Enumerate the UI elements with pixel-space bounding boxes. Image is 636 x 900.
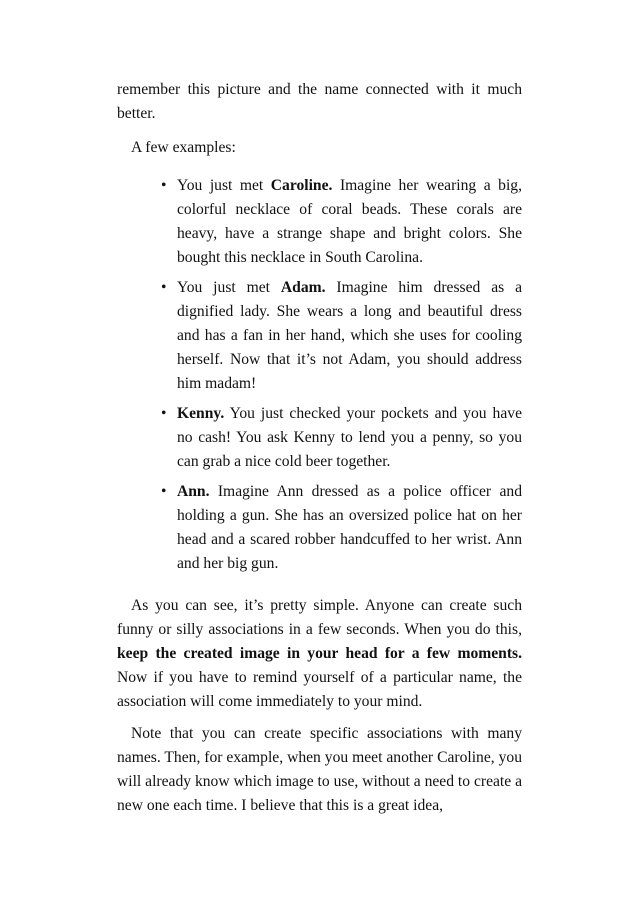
example-name: Kenny.: [177, 405, 225, 422]
example-description: You just checked your pockets and you have no cash! You ask Kenny to lend you a penny, so you can grab a nice cold beer together.: [177, 405, 522, 470]
examples-intro: A few examples:: [131, 139, 236, 156]
example-lead-text: You just met: [177, 279, 281, 296]
example-name: Ann.: [177, 483, 210, 500]
examples-list: [117, 174, 522, 576]
example-name: Caroline.: [270, 177, 333, 194]
example-item-kenny: [161, 402, 522, 474]
body-paragraph-simple: [117, 594, 522, 714]
example-description: Imagine her wearing a big, colorful necklace of coral beads. These corals are heavy, have a strange shape and bright colors. She bought this necklace in South Carolina.: [177, 177, 522, 266]
paragraph-text: Now if you have to remind yourself of a particular name, the association will come immediately to your mind.: [117, 669, 522, 710]
document-page: [117, 78, 522, 826]
bullet-icon: •: [161, 177, 167, 194]
example-lead-text: You just met: [177, 177, 271, 194]
paragraph-text: As you can see, it’s pretty simple. Anyone can create such funny or silly associations in a few seconds. When you do this,: [117, 597, 522, 638]
bullet-icon: •: [161, 279, 167, 296]
example-name: Adam.: [280, 279, 326, 296]
bullet-icon: •: [161, 483, 167, 500]
continuation-paragraph: remember this picture and the name connected with it much better.: [117, 81, 522, 122]
example-item-adam: [161, 276, 522, 396]
example-item-caroline: [161, 174, 522, 270]
example-description: Imagine him dressed as a dignified lady. She wears a long and beautiful dress and has a fan in her hand, which she uses for cooling herself. Now that it’s not Adam, you should address him madam!: [177, 279, 522, 392]
bullet-icon: •: [161, 405, 167, 422]
paragraph-emphasis: keep the created image in your head for a few moments.: [117, 645, 522, 662]
body-paragraph-associations: Note that you can create specific associations with many names. Then, for example, when you meet another Caroline, you will already know which image to use, without a need to create a new one each time. I believe that this is a great idea,: [117, 725, 522, 814]
example-description: Imagine Ann dressed as a police officer and holding a gun. She has an oversized police hat on her head and a scared robber handcuffed to her wrist. Ann and her big gun.: [177, 483, 522, 572]
example-item-ann: [161, 480, 522, 576]
